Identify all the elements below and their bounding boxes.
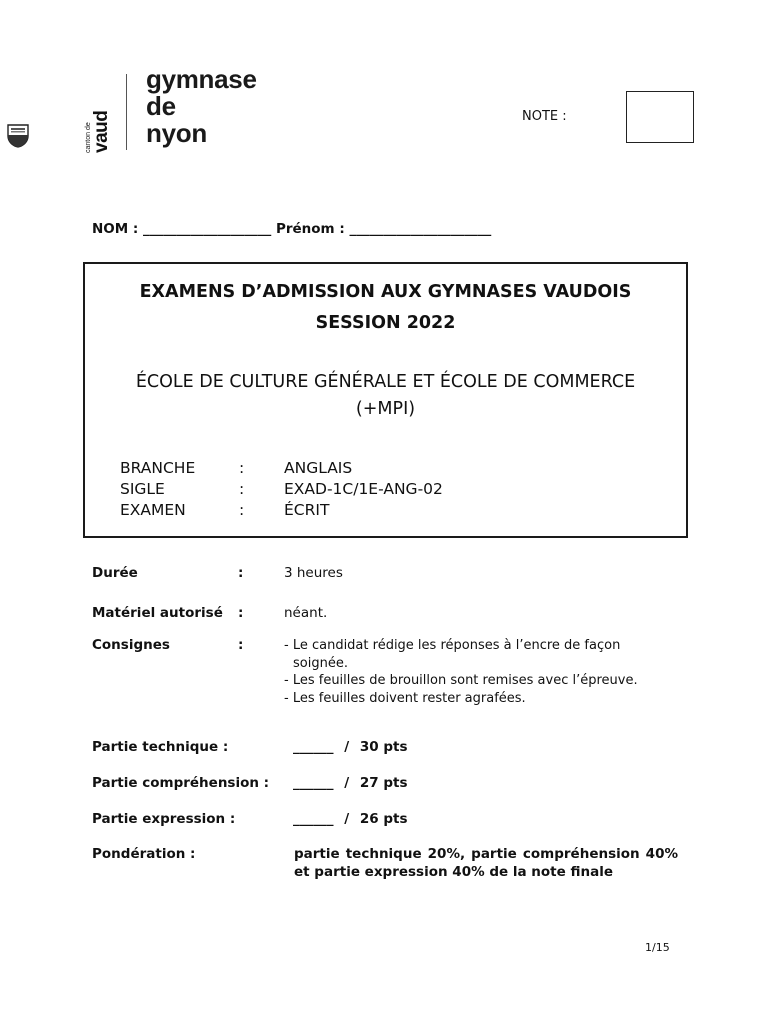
vaud-shield-icon: [7, 124, 29, 148]
exam-header-box: [83, 262, 688, 538]
ponderation-label: Pondération :: [92, 846, 196, 862]
score-technique: [293, 739, 407, 755]
canton-small-text: canton de: [85, 122, 92, 153]
score-blank[interactable]: ______: [293, 811, 334, 827]
score-label-expression: Partie expression :: [92, 811, 236, 827]
score-slash: /: [344, 811, 350, 827]
duree-colon: :: [238, 565, 244, 581]
school-logo-text: [146, 66, 257, 147]
materiel-colon: :: [238, 605, 244, 621]
logo-line-de: de: [146, 91, 176, 121]
info-value-sigle: EXAD-1C/1E-ANG-02: [284, 480, 443, 498]
consigne-item: - Les feuilles doivent rester agrafées.: [284, 690, 526, 706]
consignes-label: Consignes: [92, 637, 170, 653]
consigne-item: - Le candidat rédige les réponses à l’encre de façon: [284, 638, 621, 653]
score-slash: /: [344, 775, 350, 791]
score-comprehension: [293, 775, 407, 791]
note-label: NOTE :: [522, 109, 567, 124]
ponderation-text: partie technique 20%, partie compréhension 40% et partie expression 40% de la note finale: [294, 846, 678, 880]
info-sep-branche: :: [239, 459, 245, 477]
duree-value: 3 heures: [284, 565, 343, 581]
page-number: 1/15: [645, 941, 670, 954]
info-label-branche: BRANCHE: [120, 459, 196, 477]
score-points: 27 pts: [359, 775, 408, 791]
canton-vaud-logo: [84, 72, 116, 154]
exam-school: ÉCOLE DE CULTURE GÉNÉRALE ET ÉCOLE DE COMMERCE: [135, 372, 636, 392]
score-label-technique: Partie technique :: [92, 739, 229, 755]
materiel-label: Matériel autorisé: [92, 605, 223, 621]
score-slash: /: [344, 739, 350, 755]
duree-label: Durée: [92, 565, 138, 581]
canton-big-text: vaud: [91, 110, 112, 153]
exam-title: EXAMENS D’ADMISSION AUX GYMNASES VAUDOIS: [139, 282, 632, 302]
score-blank[interactable]: ______: [293, 775, 334, 791]
score-label-comprehension: Partie compréhension :: [92, 775, 270, 791]
consignes-colon: :: [238, 637, 244, 653]
info-label-examen: EXAMEN: [120, 501, 186, 519]
info-sep-examen: :: [239, 501, 245, 519]
score-points: 26 pts: [359, 811, 408, 827]
materiel-value: néant.: [284, 605, 328, 621]
logo-line-gymnase: gymnase: [146, 64, 257, 94]
canton-vaud-wordmark: [85, 73, 115, 153]
consignes-list: [284, 637, 684, 707]
nom-label: NOM :: [92, 221, 139, 237]
student-name-line: [92, 221, 491, 237]
exam-school-suffix: (+MPI): [355, 399, 416, 419]
score-blank[interactable]: ______: [293, 739, 334, 755]
prenom-label: Prénom :: [275, 221, 345, 237]
logo-line-nyon: nyon: [146, 118, 207, 148]
info-value-branche: ANGLAIS: [284, 459, 353, 477]
info-label-sigle: SIGLE: [120, 480, 165, 498]
exam-session: SESSION 2022: [315, 313, 456, 333]
logo-separator: [126, 74, 127, 150]
nom-field[interactable]: ___________________: [143, 221, 272, 237]
score-points: 30 pts: [359, 739, 408, 755]
info-value-examen: ÉCRIT: [284, 501, 330, 519]
prenom-field[interactable]: _____________________: [349, 221, 492, 237]
score-expression: [293, 811, 407, 827]
consigne-item: - Les feuilles de brouillon sont remises avec l’épreuve.: [284, 673, 638, 688]
note-box[interactable]: [626, 91, 694, 143]
consigne-item-continued: soignée.: [293, 655, 348, 671]
info-sep-sigle: :: [239, 480, 245, 498]
